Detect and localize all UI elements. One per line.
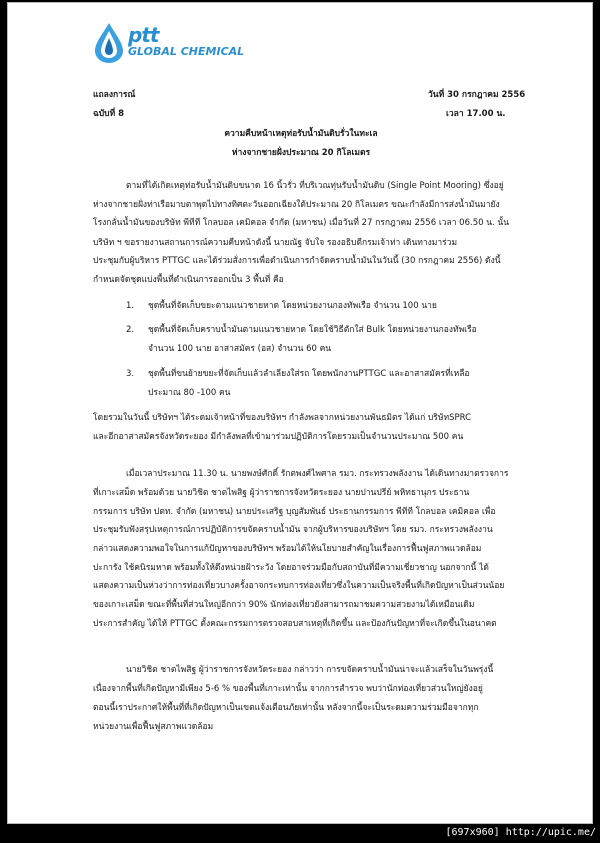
text-line: แสดงความเป็นห่วงว่าการท่องเที่ยวบางครั้งอาจกระทบการท่องเที่ยวซึ่งในความเป็นจริงพื้นที่เกิดปัญหาเป็นส่วนน้อย [93,581,505,591]
document-page [7,2,593,824]
text-line: โรงกลั่นน้ำมันของบริษัท พีทีที โกลบอล เคมิคอล จำกัด (มหาชน) เมื่อวันที่ 27 กรกฎาคม 2556 เวลา 06.50 น. นั้น [93,218,510,228]
release-date: วันที่ 30 กรกฎาคม 2556 [428,90,526,100]
issue-number: ฉบับที่ 8 [93,109,125,119]
text-line: ปะการัง ใช้คนิรมหาด พร้อมทั้งให้ดึงหน่วยฝ้าระวัง โดยอาจร่วมมือกับสถาบันที่มีความเชี่ยวชาญ นอกจากนี้ ได้ [93,563,489,573]
text-line: กล่าวแสดงความพอใจในการแก้ปัญหาของบริษัทฯ พร้อมได้ให้นโยบายสำคัญในเรื่องการฟื้นฟูสภาพแวดล้อม [93,544,482,554]
image-caption: [697x960] http://upic.me/ [445,827,596,838]
text-line: หน่วยงานเพื่อฟื้นฟูสภาพแวดล้อม [93,722,214,732]
list-item-line: ชุดพื้นที่ขนย้ายขยะที่จัดเก็บแล้วลำเลียงใส่รถ โดยพนักงานPTTGC และอาสาสมัครที่เหลือ [148,369,470,379]
title-line-2: ห่างจากชายฝั่งประมาณ 20 กิโลเมตร [231,148,371,158]
list-number: 1. [126,301,135,311]
text-line: ห่างจากชายฝั่งท่าเรือมาบตาพุดไปทางทิศตะวันออกเฉียงใต้ประมาณ 20 กิโลเมตร ขณะกำลังมีการส่งน้ำมันมายัง [93,200,500,210]
text-line: เนื่องจากพื้นที่เกิดปัญหามีเพียง 5-6 % ของพื้นที่เกาะเท่านั้น จากการสำรวจ พบว่านักท่องเที่ยวส่วนใหญ่ยังอยู่ [93,684,483,694]
text-line: กรรมการ บริษัท ปตท. จำกัด (มหาชน) นายประเสริฐ บุญสัมพันธ์ ประธานกรรมการ พีทีที โกลบอล เคมิคอล เพื่อ [93,507,496,517]
list-item-line: ชุดพื้นที่จัดเก็บขยะตามแนวชายหาด โดยหน่วยงานกองทัพเรือ จำนวน 100 นาย [148,301,437,311]
text-line: โดยรวมในวันนี้ บริษัทฯ ได้ระดมเจ้าหน้าที่ของบริษัทฯ กำลังพลจากหน่วยงานพันธมิตร ได้แก่ บริษัทSPRC [93,413,472,423]
text-line: กำหนดจัดชุดแบ่งพื้นที่ดำเนินการออกเป็น 3 พื้นที่ คือ [93,275,284,285]
text-line: และอีกอาสาสมัครจังหวัดระยอง มีกำลังพลที่เข้ามาร่วมปฏิบัติการโดยรวมเป็นจำนวนประมาณ 500 คน [93,432,464,442]
image-caption-bar [0,824,600,843]
text-line: ตามที่ได้เกิดเหตุท่อรับน้ำมันดิบขนาด 16 นิ้วรั่ว ที่บริเวณทุ่นรับน้ำมันดิบ (Single Point Mooring) ซึ่งอยู่ [126,181,504,191]
title-line-1: ความคืบหน้าเหตุท่อรับน้ำมันดิบรั่วในทะเล [224,129,378,139]
list-number: 2. [126,325,135,335]
text-line: ของเกาะเสม็ด ขณะที่พื้นที่ส่วนใหญ่อีกกว่า 90% นักท่องเที่ยวยังสามารถมาชมความสวยงามได้เหมือนเดิม [93,600,475,610]
list-item-line: ประมาณ 80 -100 คน [148,388,231,398]
company-logo [92,21,292,65]
text-line: ที่เกาะเสม็ด พร้อมด้วย นายวิชิต ชาตไพสิฐ ผู้ว่าราชการจังหวัดระยอง นายปานปรีย์ พหิทธานุกร ประธาน [93,488,470,498]
text-line: ประการสำคัญ ได้ให้ PTTGC ตั้งคณะกรรมการตรวจสอบสาเหตุที่เกิดขึ้น และป้องกันปัญหาที่จะเกิดขึ้นในอนาคต [93,619,497,629]
list-item-line: ชุดพื้นที่จัดเก็บคราบน้ำมันตามแนวชายหาด โดยใช้วิธีตักใส่ Bulk โดยหน่วยงานกองทัพเรือ [148,325,477,335]
logo-company-name: GLOBAL CHEMICAL [128,45,245,58]
text-line: ประชุมรับฟังสรุปเหตุการณ์การปฏิบัติการขจัดคราบน้ำมัน จากผู้บริหารของบริษัทฯ โดย รมว. กระทรวงพลังงาน [93,525,493,535]
logo-ptt-text: ptt [128,23,159,47]
text-line: ประชุมกับผู้บริหาร PTTGC และได้ร่วมสั่งการเพื่อดำเนินการกำจัดคราบน้ำมันในวันนี้ (30 กรกฎาคม 2556) ดังนี้ [93,256,501,266]
text-line: เมื่อเวลาประมาณ 11.30 น. นายพงษ์ศักดิ์ รักตพงศ์ไพศาล รมว. กระทรวงพลังงาน ได้เดินทางมาตรวจการ [126,469,509,479]
list-item-line: จำนวน 100 นาย อาสาสมัคร (อส) จำนวน 60 คน [148,344,332,354]
drop-logo-icon [92,21,126,65]
text-line: ตอนนี้เราประกาศให้พื้นที่ที่เกิดปัญหาเป็นเขตแจ้งเตือนภัยเท่านั้น หลังจากนี้จะเป็นระดมความร่วมมือจากทุก [93,703,479,713]
release-label: แถลงการณ์ [93,90,136,100]
text-line: บริษัท ฯ ขอรายงานสถานการณ์ความคืบหน้าดังนี้ นายณัฐ จับใจ รองอธิบดีกรมเจ้าท่า เดินทางมาร่วม [93,238,458,248]
text-line: นายวิชิต ชาตไพสิฐ ผู้ว่าราชการจังหวัดระยอง กล่าวว่า การขจัดคราบน้ำมันน่าจะแล้วเสร็จในวันพรุ่งนี้ [126,665,494,675]
release-time: เวลา 17.00 น. [446,109,506,119]
list-number: 3. [126,369,135,379]
